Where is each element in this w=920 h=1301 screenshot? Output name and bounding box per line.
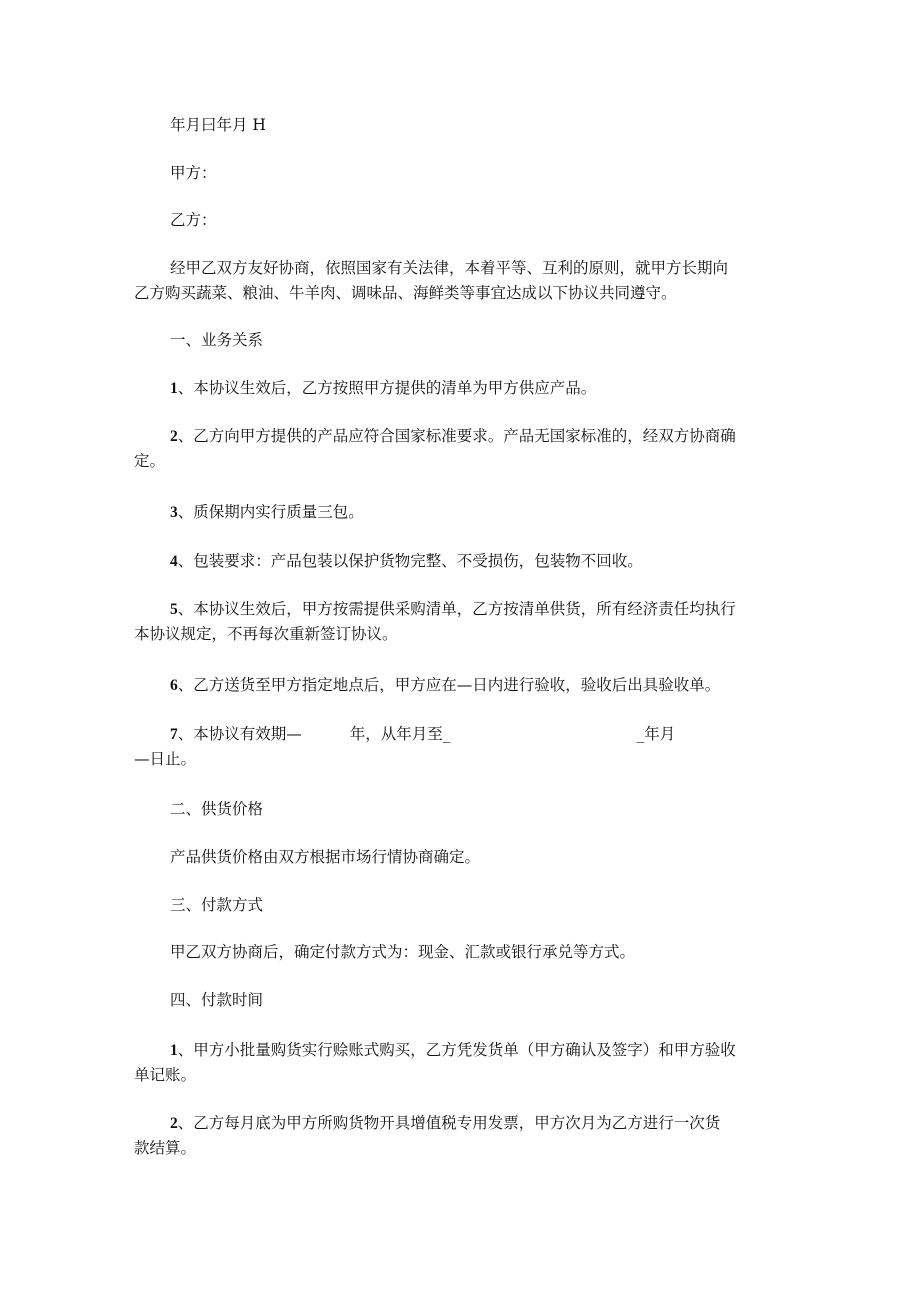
item-number: 7 bbox=[170, 726, 178, 743]
item-number: 4 bbox=[170, 553, 178, 570]
sec1-item-3 bbox=[134, 500, 794, 525]
item-number: 6 bbox=[170, 677, 178, 694]
item-text: 、乙方每月底为甲方所购货物开具增值税专用发票，甲方次月为乙方进行一次货 bbox=[177, 1114, 721, 1132]
intro-line-2: 乙方购买蔬菜、粮油、牛羊肉、调味品、海鲜类等事宜达成以下协议共同遵守。 bbox=[134, 284, 677, 302]
item-text: 、包装要求：产品包装以保护货物完整、不受损伤，包装物不回收。 bbox=[177, 552, 643, 570]
item-7-part-2: 年，从年月至_ bbox=[349, 725, 451, 743]
item-number: 3 bbox=[170, 504, 178, 521]
section-2-body: 产品供货价格由双方根据市场行情协商确定。 bbox=[170, 848, 481, 866]
section-4-title: 四、付款时间 bbox=[170, 991, 264, 1009]
sec1-item-1 bbox=[134, 376, 794, 401]
item-text: 、质保期内实行质量三包。 bbox=[177, 503, 364, 521]
item-number: 2 bbox=[170, 1115, 178, 1132]
item-text: 、甲方小批量购货实行赊账式购买，乙方凭发货单（甲方确认及签字）和甲方验收 bbox=[177, 1041, 736, 1059]
sec1-item-2-cont: 定。 bbox=[134, 452, 166, 470]
item-7-part-3: _年月 bbox=[636, 725, 676, 743]
item-number: 2 bbox=[170, 428, 178, 445]
header-date: 年月曰年月 H bbox=[170, 116, 266, 134]
item-text: 、本协议生效后，甲方按需提供采购清单，乙方按清单供货，所有经济责任均执行 bbox=[177, 600, 736, 618]
sec1-item-5-cont: 本协议规定，不再每次重新签订协议。 bbox=[134, 625, 398, 643]
sec1-item-6 bbox=[134, 673, 794, 698]
section-1-title: 一、业务关系 bbox=[170, 331, 264, 349]
sec1-item-7-cont: —日止。 bbox=[134, 750, 197, 768]
sec4-item-1-cont: 单记账。 bbox=[134, 1066, 197, 1084]
sec4-item-2 bbox=[134, 1111, 794, 1136]
intro-line-1: 经甲乙双方友好协商，依照国家有关法律，本着平等、互利的原则，就甲方长期向 bbox=[170, 259, 729, 277]
item-text: 、本协议生效后，乙方按照甲方提供的清单为甲方供应产品。 bbox=[177, 379, 597, 397]
item-text: 、乙方送货至甲方指定地点后，甲方应在—日内进行验收，验收后出具验收单。 bbox=[177, 676, 721, 694]
sec4-item-2-cont: 款结算。 bbox=[134, 1139, 197, 1157]
item-text: 、乙方向甲方提供的产品应符合国家标准要求。产品无国家标准的，经双方协商确 bbox=[177, 427, 736, 445]
item-number: 1 bbox=[170, 380, 178, 397]
item-7-part-1: 、本协议有效期— bbox=[177, 725, 302, 743]
section-3-body: 甲乙双方协商后，确定付款方式为：现金、汇款或银行承兑等方式。 bbox=[170, 943, 636, 961]
party-b-label: 乙方： bbox=[170, 211, 217, 229]
sec1-item-5 bbox=[134, 597, 794, 622]
section-2-title: 二、供货价格 bbox=[170, 800, 264, 818]
section-3-title: 三、付款方式 bbox=[170, 896, 264, 914]
sec1-item-2 bbox=[134, 424, 794, 449]
party-a-label: 甲方： bbox=[170, 164, 217, 182]
sec1-item-7 bbox=[134, 722, 794, 747]
sec4-item-1 bbox=[134, 1038, 794, 1063]
item-number: 5 bbox=[170, 601, 178, 618]
sec1-item-4 bbox=[134, 549, 794, 574]
item-number: 1 bbox=[170, 1042, 178, 1059]
